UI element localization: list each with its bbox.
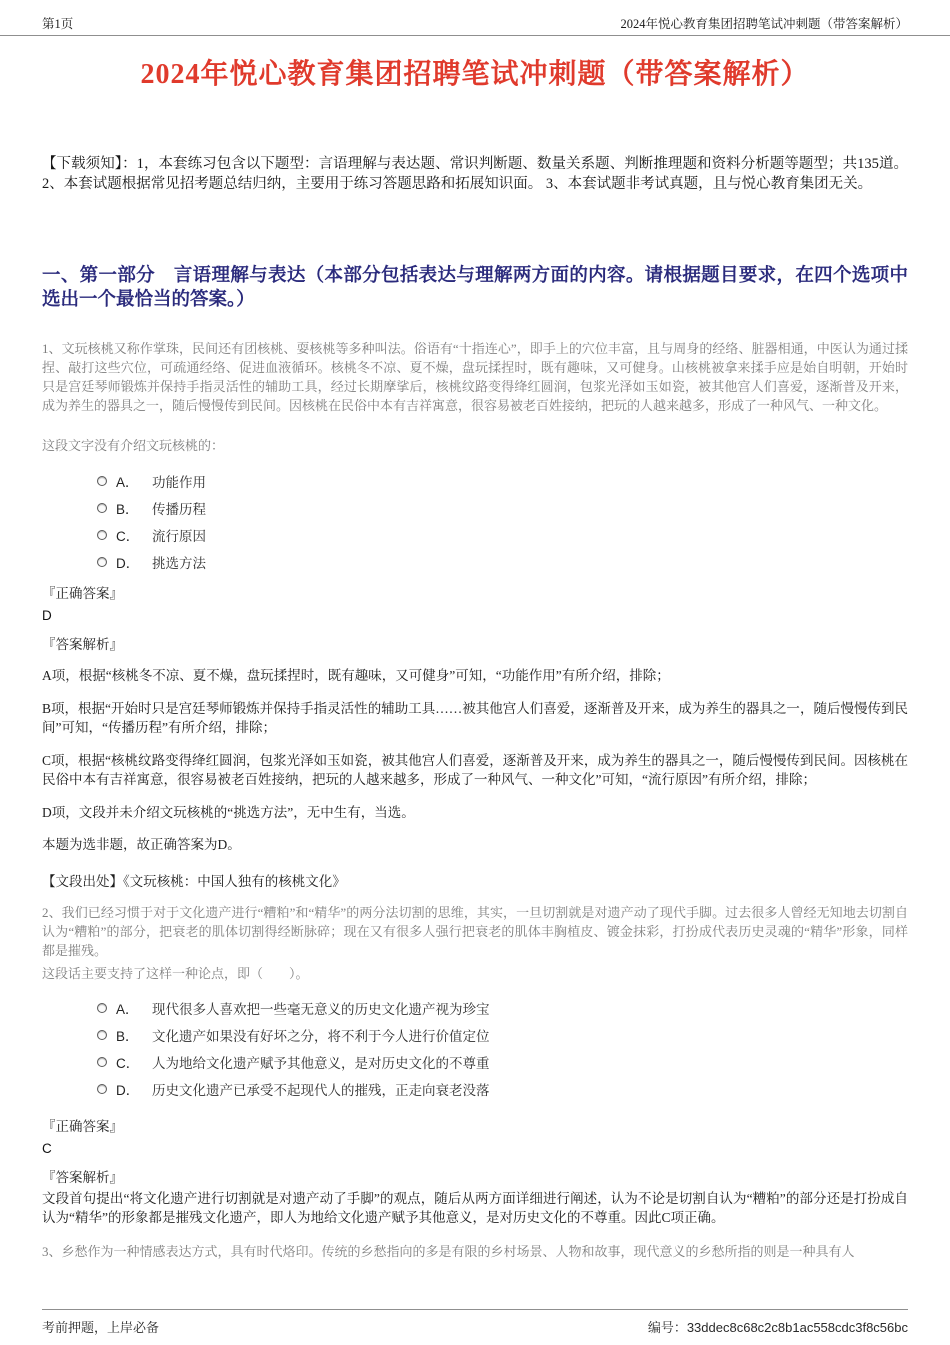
question-3: [42, 1242, 908, 1261]
passage-source: 【文段出处】《文玩核桃：中国人独有的核桃文化》: [42, 873, 346, 889]
analysis-paragraph: A项，根据“核桃冬不凉、夏不燥，盘玩揉捏时，既有趣味，又可健身”可知，“功能作用”有所介绍，排除；: [42, 668, 670, 683]
option-text: 传播历程: [152, 501, 206, 517]
footer-code-value: 33ddec8c68c2c8b1ac558cdc3f8c56bc: [686, 1320, 908, 1335]
download-notice: 【下载须知】：1，本套练习包含以下题型：言语理解与表达题、常识判断题、数量关系题、判断推理题和资料分析题等题型；共135道。2、本套试题根据常见招考题总结归纳，主要用于练习答题思路和拓展知识面。 3、本套试题非考试真题，且与悦心教育集团无关。: [42, 156, 908, 192]
page-number: 第1页: [42, 17, 74, 31]
option-text: 人为地给文化遗产赋予其他意义，是对历史文化的不尊重: [152, 1056, 490, 1071]
question-2-options: [97, 995, 908, 1103]
question-2-prompt: 这段话主要支持了这样一种论点，即（ ）。: [42, 965, 309, 981]
option-b[interactable]: [97, 494, 908, 521]
option-text: 挑选方法: [152, 555, 206, 571]
option-b[interactable]: [97, 1022, 908, 1049]
question-1-prompt: 这段文字没有介绍文玩核桃的：: [42, 438, 225, 453]
option-letter: D．: [116, 555, 140, 571]
option-text: 流行原因: [152, 528, 206, 544]
analysis-paragraph: D项，文段并未介绍文玩核桃的“挑选方法”，无中生有，当选。: [42, 804, 415, 820]
option-c[interactable]: [97, 521, 908, 548]
page-header: [0, 0, 950, 36]
analysis-conclusion: 本题为选非题，故正确答案为D。: [42, 837, 241, 852]
option-a[interactable]: [97, 995, 908, 1022]
option-letter: C．: [116, 528, 140, 544]
option-c[interactable]: [97, 1049, 908, 1076]
correct-answer-label: 『正确答案』: [42, 586, 123, 601]
option-text: 功能作用: [152, 474, 206, 490]
radio-icon[interactable]: [97, 1084, 107, 1094]
radio-icon[interactable]: [97, 530, 107, 540]
radio-icon[interactable]: [97, 1003, 107, 1013]
page-footer: [42, 1309, 908, 1336]
section-heading: 一、第一部分 言语理解与表达（本部分包括表达与理解两方面的内容。请根据题目要求，在四个选项中选出一个最恰当的答案。）: [42, 266, 908, 310]
analysis-paragraph: C项，根据“核桃纹路变得绛红圆润，包浆光泽如玉如瓷，被其他宫人们喜爱，逐渐普及开来，成为养生的器具之一，随后慢慢传到民间。因核桃在民俗中本有吉祥寓意，很容易被老百姓接纳，把玩的人越来越多，形成了一种风气、一种文化”可知，“流行原因”有所介绍，排除；: [42, 752, 908, 787]
radio-icon[interactable]: [97, 557, 107, 567]
option-d[interactable]: [97, 548, 908, 575]
analysis-paragraph: 文段首句提出“将文化遗产进行切割就是对遗产动了手脚”的观点，随后从两方面详细进行阐述，认为不论是切割自认为“糟粕”的部分还是打扮成自认为“精华”的形象都是摧残文化遗产，即人为地给文化遗产赋予其他意义，是对历史文化的不尊重。因此C项正确。: [42, 1190, 908, 1225]
option-text: 文化遗产如果没有好坏之分，将不利于今人进行价值定位: [152, 1029, 490, 1044]
radio-icon[interactable]: [97, 1030, 107, 1040]
footer-code-label: 编号：: [647, 1320, 687, 1335]
option-text: 现代很多人喜欢把一些毫无意义的历史文化遗产视为珍宝: [152, 1002, 490, 1017]
question-2-stem: 2、我们已经习惯于对于文化遗产进行“糟粕”和“精华”的两分法切割的思维，其实，一旦切割就是对遗产动了现代手脚。过去很多人曾经无知地去切割自认为“糟粕”的部分，把衰老的肌体切割得经断脉碎；现在又有很多人强行把衰老的肌体丰胸植皮、镀金抹彩，打扮成代表历史灵魂的“精华”形象，同样都是摧残。: [42, 904, 908, 958]
question-1: [42, 339, 908, 890]
option-letter: B．: [116, 1029, 139, 1044]
question-2: [42, 903, 908, 1228]
option-letter: B．: [116, 501, 139, 517]
radio-icon[interactable]: [97, 476, 107, 486]
option-letter: D．: [116, 1083, 140, 1098]
correct-answer-label: 『正确答案』: [42, 1118, 123, 1134]
option-text: 历史文化遗产已承受不起现代人的摧残，正走向衰老没落: [152, 1083, 490, 1098]
option-letter: A．: [116, 1002, 139, 1017]
option-d[interactable]: [97, 1076, 908, 1103]
analysis-paragraph: B项，根据“开始时只是宫廷琴师锻炼并保持手指灵活性的辅助工具……被其他宫人们喜爱，逐渐普及开来，成为养生的器具之一，随后慢慢传到民间”可知，“传播历程”有所介绍，排除；: [42, 700, 908, 735]
header-doc-name: 2024年悦心教育集团招聘笔试冲刺题（带答案解析）: [620, 17, 908, 31]
option-a[interactable]: [97, 467, 908, 494]
option-letter: A．: [116, 474, 139, 490]
option-letter: C．: [116, 1056, 140, 1071]
footer-code: [648, 1317, 908, 1336]
question-1-options: [97, 467, 908, 575]
page-title: 2024年悦心教育集团招聘笔试冲刺题（带答案解析）: [140, 59, 810, 90]
question-3-stem: 3、乡愁作为一种情感表达方式，具有时代烙印。传统的乡愁指向的多是有限的乡村场景、人物和故事，现代意义的乡愁所指的则是一种具有人: [42, 1243, 855, 1259]
correct-answer-value: C: [42, 1140, 52, 1156]
analysis-label: 『答案解析』: [42, 1169, 123, 1185]
question-1-stem: 1、文玩核桃又称作掌珠，民间还有团核桃、耍核桃等多种叫法。俗语有“十指连心”，即手上的穴位丰富，且与周身的经络、脏器相通，中医认为通过揉捏、敲打这些穴位，可疏通经络、促进血液循环。核桃冬不凉、夏不燥，盘玩揉捏时，既有趣味，又可健身。山核桃被拿来揉手应是始自明朝，开始时只是宫廷琴师锻炼并保持手指灵活性的辅助工具，经过长期摩挲后，核桃纹路变得绛红圆润，包浆光泽如玉如瓷，被其他宫人们喜爱，逐渐普及开来，成为养生的器具之一，随后慢慢传到民间。因核桃在民俗中本有吉祥寓意，很容易被老百姓接纳，把玩的人越来越多，形成了一种风气、一种文化。: [42, 341, 908, 413]
radio-icon[interactable]: [97, 1057, 107, 1067]
footer-slogan: 考前押题，上岸必备: [42, 1320, 160, 1335]
analysis-label: 『答案解析』: [42, 637, 123, 652]
radio-icon[interactable]: [97, 503, 107, 513]
correct-answer-value: D: [42, 608, 52, 623]
